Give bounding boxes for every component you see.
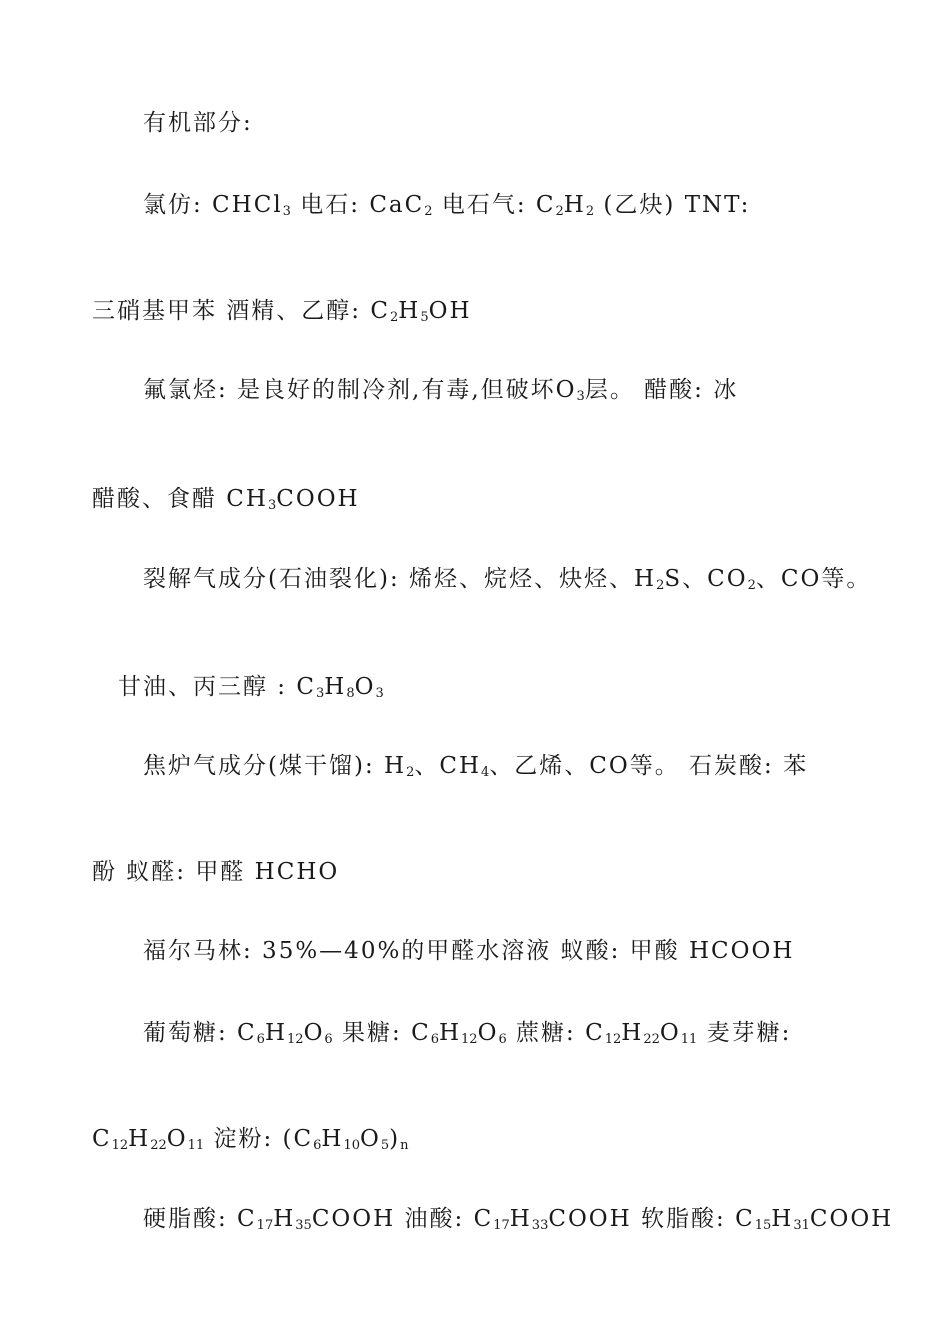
text-line [92,484,360,521]
subscript: 22 [643,1032,660,1047]
subscript: 2 [424,204,433,219]
text-run: S、CO [664,566,748,592]
subscript: 6 [313,1138,322,1153]
subscript: 6 [430,1032,439,1047]
text-run: H [771,1206,794,1232]
subscript: 2 [406,765,415,780]
text-run: 氯仿: CHCl [143,192,283,218]
subscript: 8 [346,686,355,701]
subscript: 2 [389,310,399,325]
text-run: 焦炉气成分(煤干馏): H [143,753,407,779]
subscript: 3 [315,686,325,701]
text-run: 醋酸、食醋 CH [92,486,268,512]
text-run: H [321,1126,344,1152]
text-run: 葡萄糖: C [143,1020,257,1046]
text-run: O [477,1020,499,1046]
text-run: H [264,1020,288,1046]
text-line [92,1124,409,1161]
subscript: 2 [555,204,564,219]
text-run: 麦芽糖: [697,1020,792,1046]
text-run: 福尔马林: 35%—40%的甲醛水溶液 蚁酸: 甲酸 HCOOH [143,938,795,964]
text-run: O [354,674,376,700]
subscript: 3 [375,686,384,701]
text-line [92,296,472,333]
text-run: H [563,192,586,218]
text-run: COOH [276,486,360,512]
text-run: 酚 蚁醛: 甲醛 HCHO [92,859,340,885]
text-line [118,672,384,709]
subscript: 3 [282,204,291,219]
text-run: (乙炔) TNT: [594,192,751,218]
text-run: 甘油、丙三醇 : C [118,674,316,700]
subscript: 6 [498,1032,507,1047]
text-run: 电石: CaC [290,192,425,218]
text-run: H [128,1126,151,1152]
text-run: 、乙烯、CO等。 石炭酸: 苯 [489,753,809,779]
subscript: 2 [656,578,665,593]
text-run: O [166,1126,188,1152]
text-run: COOH [311,1206,396,1232]
text-run: 电石气: C [432,192,556,218]
text-run: H [621,1020,644,1046]
text-run: C [92,1126,112,1152]
text-run: H [398,298,421,324]
text-line [143,375,738,412]
subscript: 11 [187,1138,205,1153]
text-run: H [273,1206,296,1232]
text-run: 硬脂酸: C [143,1206,257,1232]
subscript: 10 [343,1138,361,1153]
text-run: COOH [809,1206,894,1232]
subscript: 6 [256,1032,265,1047]
subscript: 22 [150,1138,167,1153]
text-run: 、CO等。 [755,566,872,592]
text-run: 淀粉: (C [204,1126,314,1152]
subscript: 5 [420,310,429,325]
text-run: 果糖: C [332,1020,431,1046]
subscript: 2 [585,204,595,219]
text-line [143,751,808,788]
text-run: 层。 醋酸: 冰 [584,377,739,403]
subscript: 12 [287,1032,304,1047]
text-run: O [360,1126,381,1152]
subscript: 15 [754,1218,772,1233]
subscript: 35 [295,1218,312,1233]
text-line [143,190,750,227]
text-run: 裂解气成分(石油裂化): 烯烃、烷烃、炔烃、H [143,566,657,592]
text-run: ) [389,1126,401,1152]
text-run: H [509,1206,532,1232]
text-run: O [659,1020,681,1046]
text-run: 软脂酸: C [631,1206,755,1232]
text-line [143,936,794,966]
text-run: 有机部分: [143,110,253,136]
subscript: 12 [604,1032,622,1047]
subscript: 17 [256,1218,274,1233]
text-run: 、CH [414,753,482,779]
text-run: COOH [548,1206,632,1232]
text-line [143,564,871,601]
text-run: 蔗糖: C [506,1020,605,1046]
text-run: 油酸: C [395,1206,494,1232]
text-line [143,1018,791,1055]
text-line [92,857,339,887]
subscript: 11 [680,1032,698,1047]
subscript: n [400,1138,409,1153]
subscript: 33 [531,1218,549,1233]
text-run: O [303,1020,325,1046]
subscript: 12 [111,1138,129,1153]
subscript: 6 [324,1032,333,1047]
text-run: 氟氯烃: 是良好的制冷剂,有毒,但破坏O [143,377,577,403]
text-run: 三硝基甲苯 酒精、乙醇: C [92,298,390,324]
subscript: 3 [267,498,277,513]
subscript: 31 [793,1218,810,1233]
subscript: 17 [493,1218,510,1233]
subscript: 4 [481,765,490,780]
text-run: OH [428,298,472,324]
subscript: 3 [576,389,585,404]
subscript: 12 [461,1032,478,1047]
text-run: H [324,674,347,700]
subscript: 5 [380,1138,390,1153]
subscript: 2 [747,578,756,593]
text-line [143,1204,893,1241]
text-run: H [438,1020,462,1046]
section-heading [143,108,253,138]
